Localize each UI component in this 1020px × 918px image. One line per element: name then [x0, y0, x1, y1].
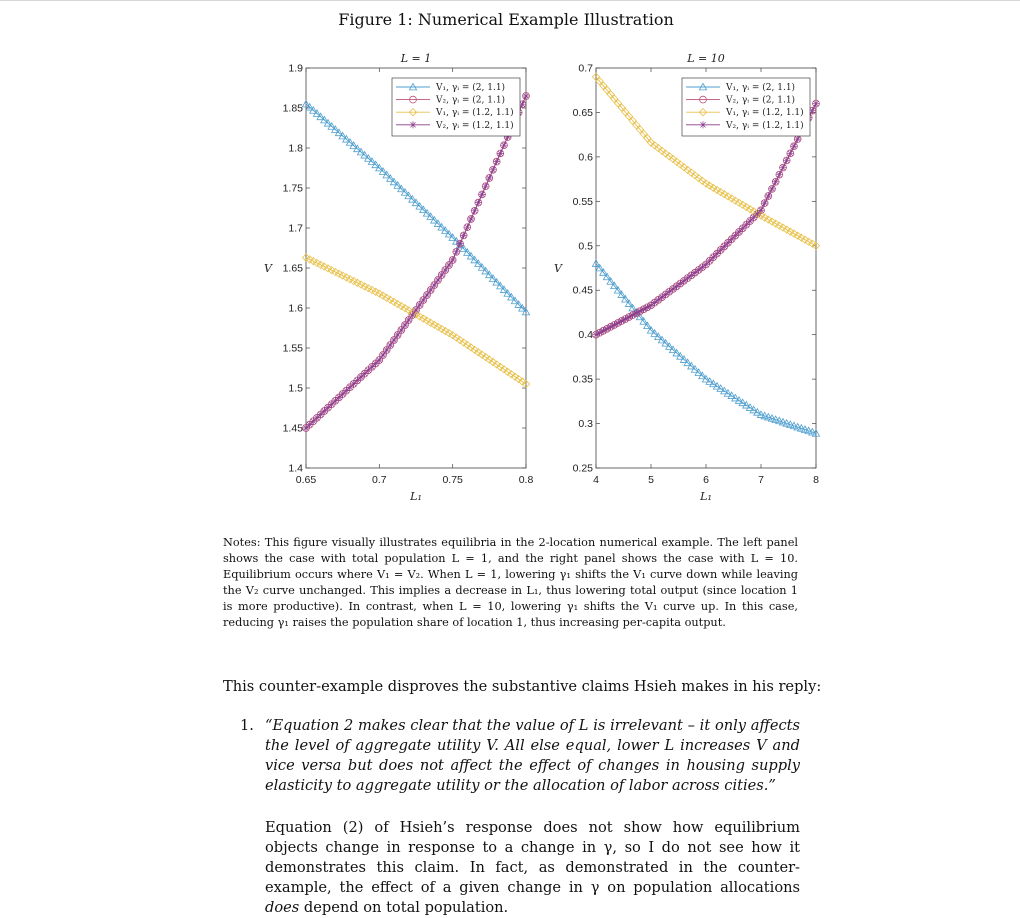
data-point: [629, 312, 636, 319]
chart-title: L = 10: [687, 52, 725, 65]
y-tick-label: 1.8: [288, 142, 303, 155]
data-point: [611, 321, 618, 328]
legend-label: V₂, γᵢ = (1.2, 1.1): [436, 120, 514, 131]
reply-paragraph: [265, 818, 800, 918]
y-tick-label: 1.55: [282, 342, 303, 355]
legend-marker: [699, 121, 706, 128]
data-point: [794, 136, 801, 143]
x-tick-label: 0.7: [372, 474, 387, 486]
y-tick-label: 1.85: [282, 102, 303, 115]
y-tick-label: 1.75: [282, 182, 303, 195]
x-axis-label: L₁: [700, 490, 712, 503]
data-point: [603, 325, 610, 332]
figure-notes: Notes: This figure visually illustrates equilibria in the 2-location numerical example. The left panel shows the case with total population L = 1, and the right panel shows the case with L = 10. Equilibrium occurs where V₁ = V₂. When L = 1, lowering γ₁ shifts the V₁ curve down while leaving the V₂ curve unchanged. This implies a decrease in L₁, thus lowering total output (since location 1 is more productive). In contrast, when L = 10, lowering γ₁ shifts the V₁ curve up. In this case, reducing γ₁ raises the population share of location 1, thus increasing per-capita output.: [223, 536, 798, 629]
data-point: [464, 224, 471, 231]
y-tick-label: 0.25: [572, 462, 593, 475]
x-tick-label: 0.8: [518, 474, 534, 486]
quote-text: “Equation 2 makes clear that the value of L is irrelevant – it only affects the level of aggregate utility V. All else equal, lower L increases V and vice versa but does not affect the effect of changes in housing supply elasticity to aggregate utility or the allocation of labor across cities.”: [265, 717, 800, 794]
y-tick-label: 1.4: [288, 462, 303, 475]
reply-text-1: Equation (2) of Hsieh’s response does not show how equilibrium objects change in response to a change in γ, so I do not see how it demonstrates this claim. In fact, as demonstrated in the counter-example, the effect of a given change in γ on population allocations: [265, 819, 800, 896]
legend-label: V₁, γᵢ = (2, 1.1): [436, 83, 506, 93]
data-point: [497, 150, 504, 157]
data-point: [812, 100, 819, 107]
data-point: [779, 164, 786, 171]
data-point: [522, 92, 529, 99]
legend-label: V₁, γᵢ = (1.2, 1.1): [436, 108, 514, 119]
y-tick-label: 0.55: [572, 195, 593, 208]
y-tick-label: 0.5: [578, 240, 593, 253]
y-tick-label: 1.7: [288, 222, 303, 235]
y-axis-label: V: [554, 262, 562, 275]
data-point: [757, 207, 764, 214]
x-tick-label: 6: [703, 474, 709, 486]
x-tick-label: 4: [593, 474, 599, 486]
x-tick-label: 5: [648, 474, 654, 486]
data-point: [471, 207, 478, 214]
chart-panel-2: [554, 52, 820, 503]
y-axis-label: V: [264, 262, 272, 275]
y-tick-label: 1.9: [288, 62, 303, 75]
data-point: [768, 185, 775, 192]
data-point: [614, 319, 621, 326]
x-tick-label: 8: [813, 474, 819, 486]
data-point: [592, 331, 599, 338]
data-point: [787, 150, 794, 157]
data-point: [596, 329, 603, 336]
data-point: [493, 158, 500, 165]
data-point: [776, 171, 783, 178]
x-axis-label: L₁: [410, 490, 422, 503]
data-point: [772, 178, 779, 185]
list-item-number: 1.: [240, 717, 254, 734]
data-point: [482, 183, 489, 190]
x-tick-label: 0.75: [442, 474, 463, 486]
data-point: [636, 308, 643, 315]
data-point: [460, 232, 467, 239]
data-point: [475, 199, 482, 206]
y-tick-label: 0.3: [578, 418, 593, 431]
x-tick-label: 0.65: [295, 474, 317, 486]
chart-title: L = 1: [400, 52, 432, 65]
data-point: [761, 200, 768, 207]
data-point: [790, 143, 797, 150]
legend-label: V₁, γᵢ = (1.2, 1.1): [726, 108, 804, 119]
y-tick-label: 1.65: [282, 262, 303, 275]
chart-panel-1: [264, 52, 533, 503]
data-point: [644, 304, 651, 311]
data-point: [607, 323, 614, 330]
legend-label: V₂, γᵢ = (2, 1.1): [436, 95, 506, 106]
x-tick-label: 7: [758, 474, 764, 486]
legend-label: V₂, γᵢ = (1.2, 1.1): [726, 120, 804, 131]
legend-label: V₂, γᵢ = (2, 1.1): [726, 95, 796, 106]
y-tick-label: 0.35: [572, 373, 593, 386]
reply-text-2: depend on total population.: [299, 899, 509, 916]
legend: [682, 78, 810, 136]
figure-caption: Figure 1: Numerical Example Illustration: [338, 10, 674, 29]
y-tick-label: 0.7: [578, 62, 593, 75]
data-point: [453, 248, 460, 255]
data-point: [625, 313, 632, 320]
y-tick-label: 0.65: [572, 106, 593, 119]
data-point: [486, 174, 493, 181]
legend: [392, 78, 520, 136]
reply-emphasis: does: [265, 899, 300, 916]
y-tick-label: 0.4: [578, 329, 593, 342]
data-point: [765, 192, 772, 199]
y-tick-label: 1.45: [282, 422, 303, 435]
y-tick-label: 1.6: [288, 302, 303, 315]
data-point: [783, 157, 790, 164]
intro-paragraph: This counter-example disproves the substantive claims Hsieh makes in his reply:: [223, 678, 822, 695]
y-tick-label: 0.45: [572, 284, 593, 297]
y-tick-label: 1.5: [288, 382, 303, 395]
data-point: [633, 310, 640, 317]
legend-label: V₁, γᵢ = (2, 1.1): [726, 83, 796, 93]
y-tick-label: 0.6: [578, 151, 593, 164]
hsieh-quote: [265, 716, 800, 796]
